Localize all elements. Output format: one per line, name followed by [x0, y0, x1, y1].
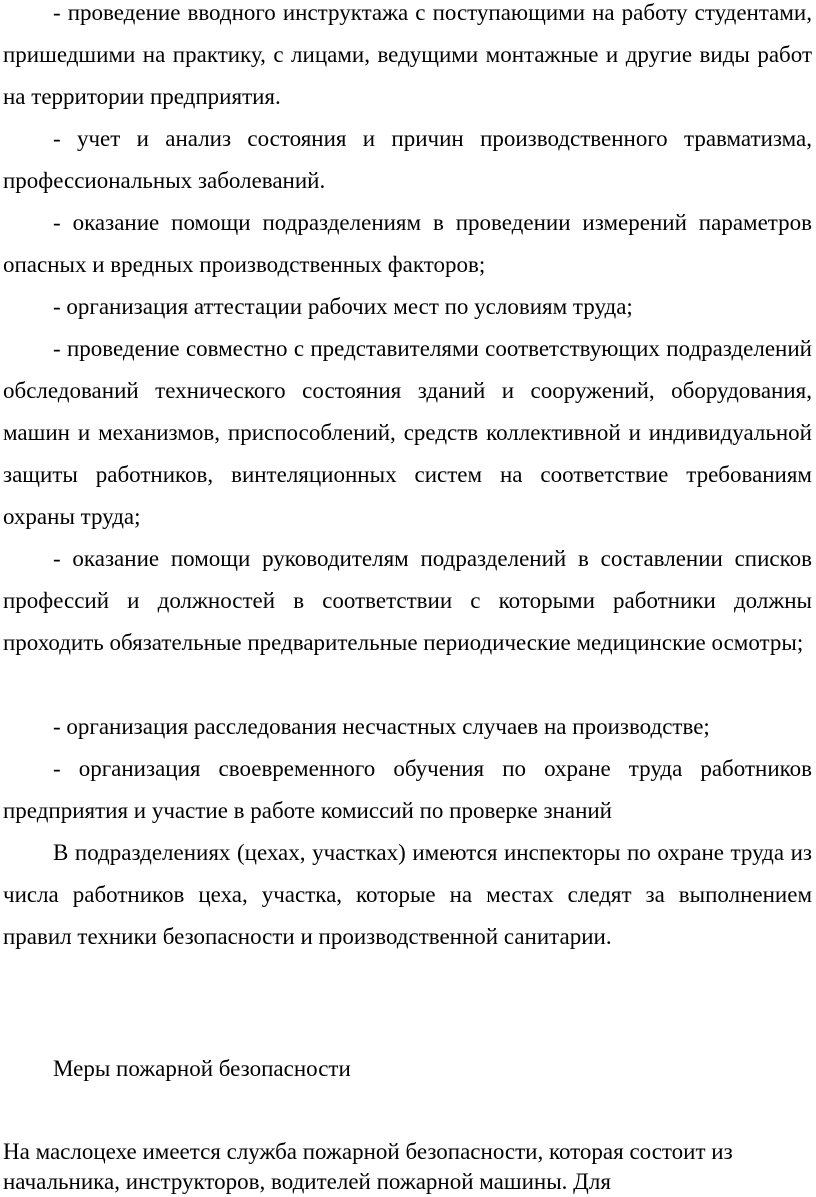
paragraph-inspectors: В подразделениях (цехах, участках) имеются инспекторы по охране труда из числа работников цеха, участка, которые на местах следят за выполнением правил техники безопасности и производственной санитарии.	[3, 840, 812, 949]
paragraph-medical-exams: - оказание помощи руководителям подразделений в составлении списков профессий и должностей в соответствии с которыми работники должны проходить обязательные предварительные периодические медицинские осмотры;	[3, 546, 812, 655]
paragraph-workplace-certification: - организация аттестации рабочих мест по условиям труда;	[53, 294, 633, 319]
paragraph-induction-briefing: - проведение вводного инструктажа с поступающими на работу студентами, пришедшими на практику, с лицами, ведущими монтажные и другие виды работ на территории предприятия.	[3, 0, 812, 109]
section-heading-fire-safety: Меры пожарной безопасности	[53, 1056, 351, 1081]
paragraph-measurement-help: - оказание помощи подразделениям в проведении измерений параметров опасных и вредных производственных факторов;	[3, 210, 812, 277]
paragraph-technical-inspection: - проведение совместно с представителями соответствующих подразделений обследований технического состояния зданий и сооружений, оборудования, машин и механизмов, приспособлений, средств коллективной и индивидуальной защиты работников, винтеляционных систем на соответствие требованиям охраны труда;	[3, 336, 812, 529]
paragraph-accident-investigation: - организация расследования несчастных случаев на производстве;	[53, 714, 710, 739]
paragraph-injury-analysis: - учет и анализ состояния и причин производственного травматизма, профессиональных заболеваний.	[3, 126, 812, 193]
paragraph-fire-service: На маслоцехе имеется служба пожарной безопасности, которая состоит из начальника, инструкторов, водителей пожарной машины. Для	[3, 1139, 733, 1194]
paragraph-safety-training: - организация своевременного обучения по охране труда работников предприятия и участие в работе комиссий по проверке знаний	[3, 756, 812, 823]
